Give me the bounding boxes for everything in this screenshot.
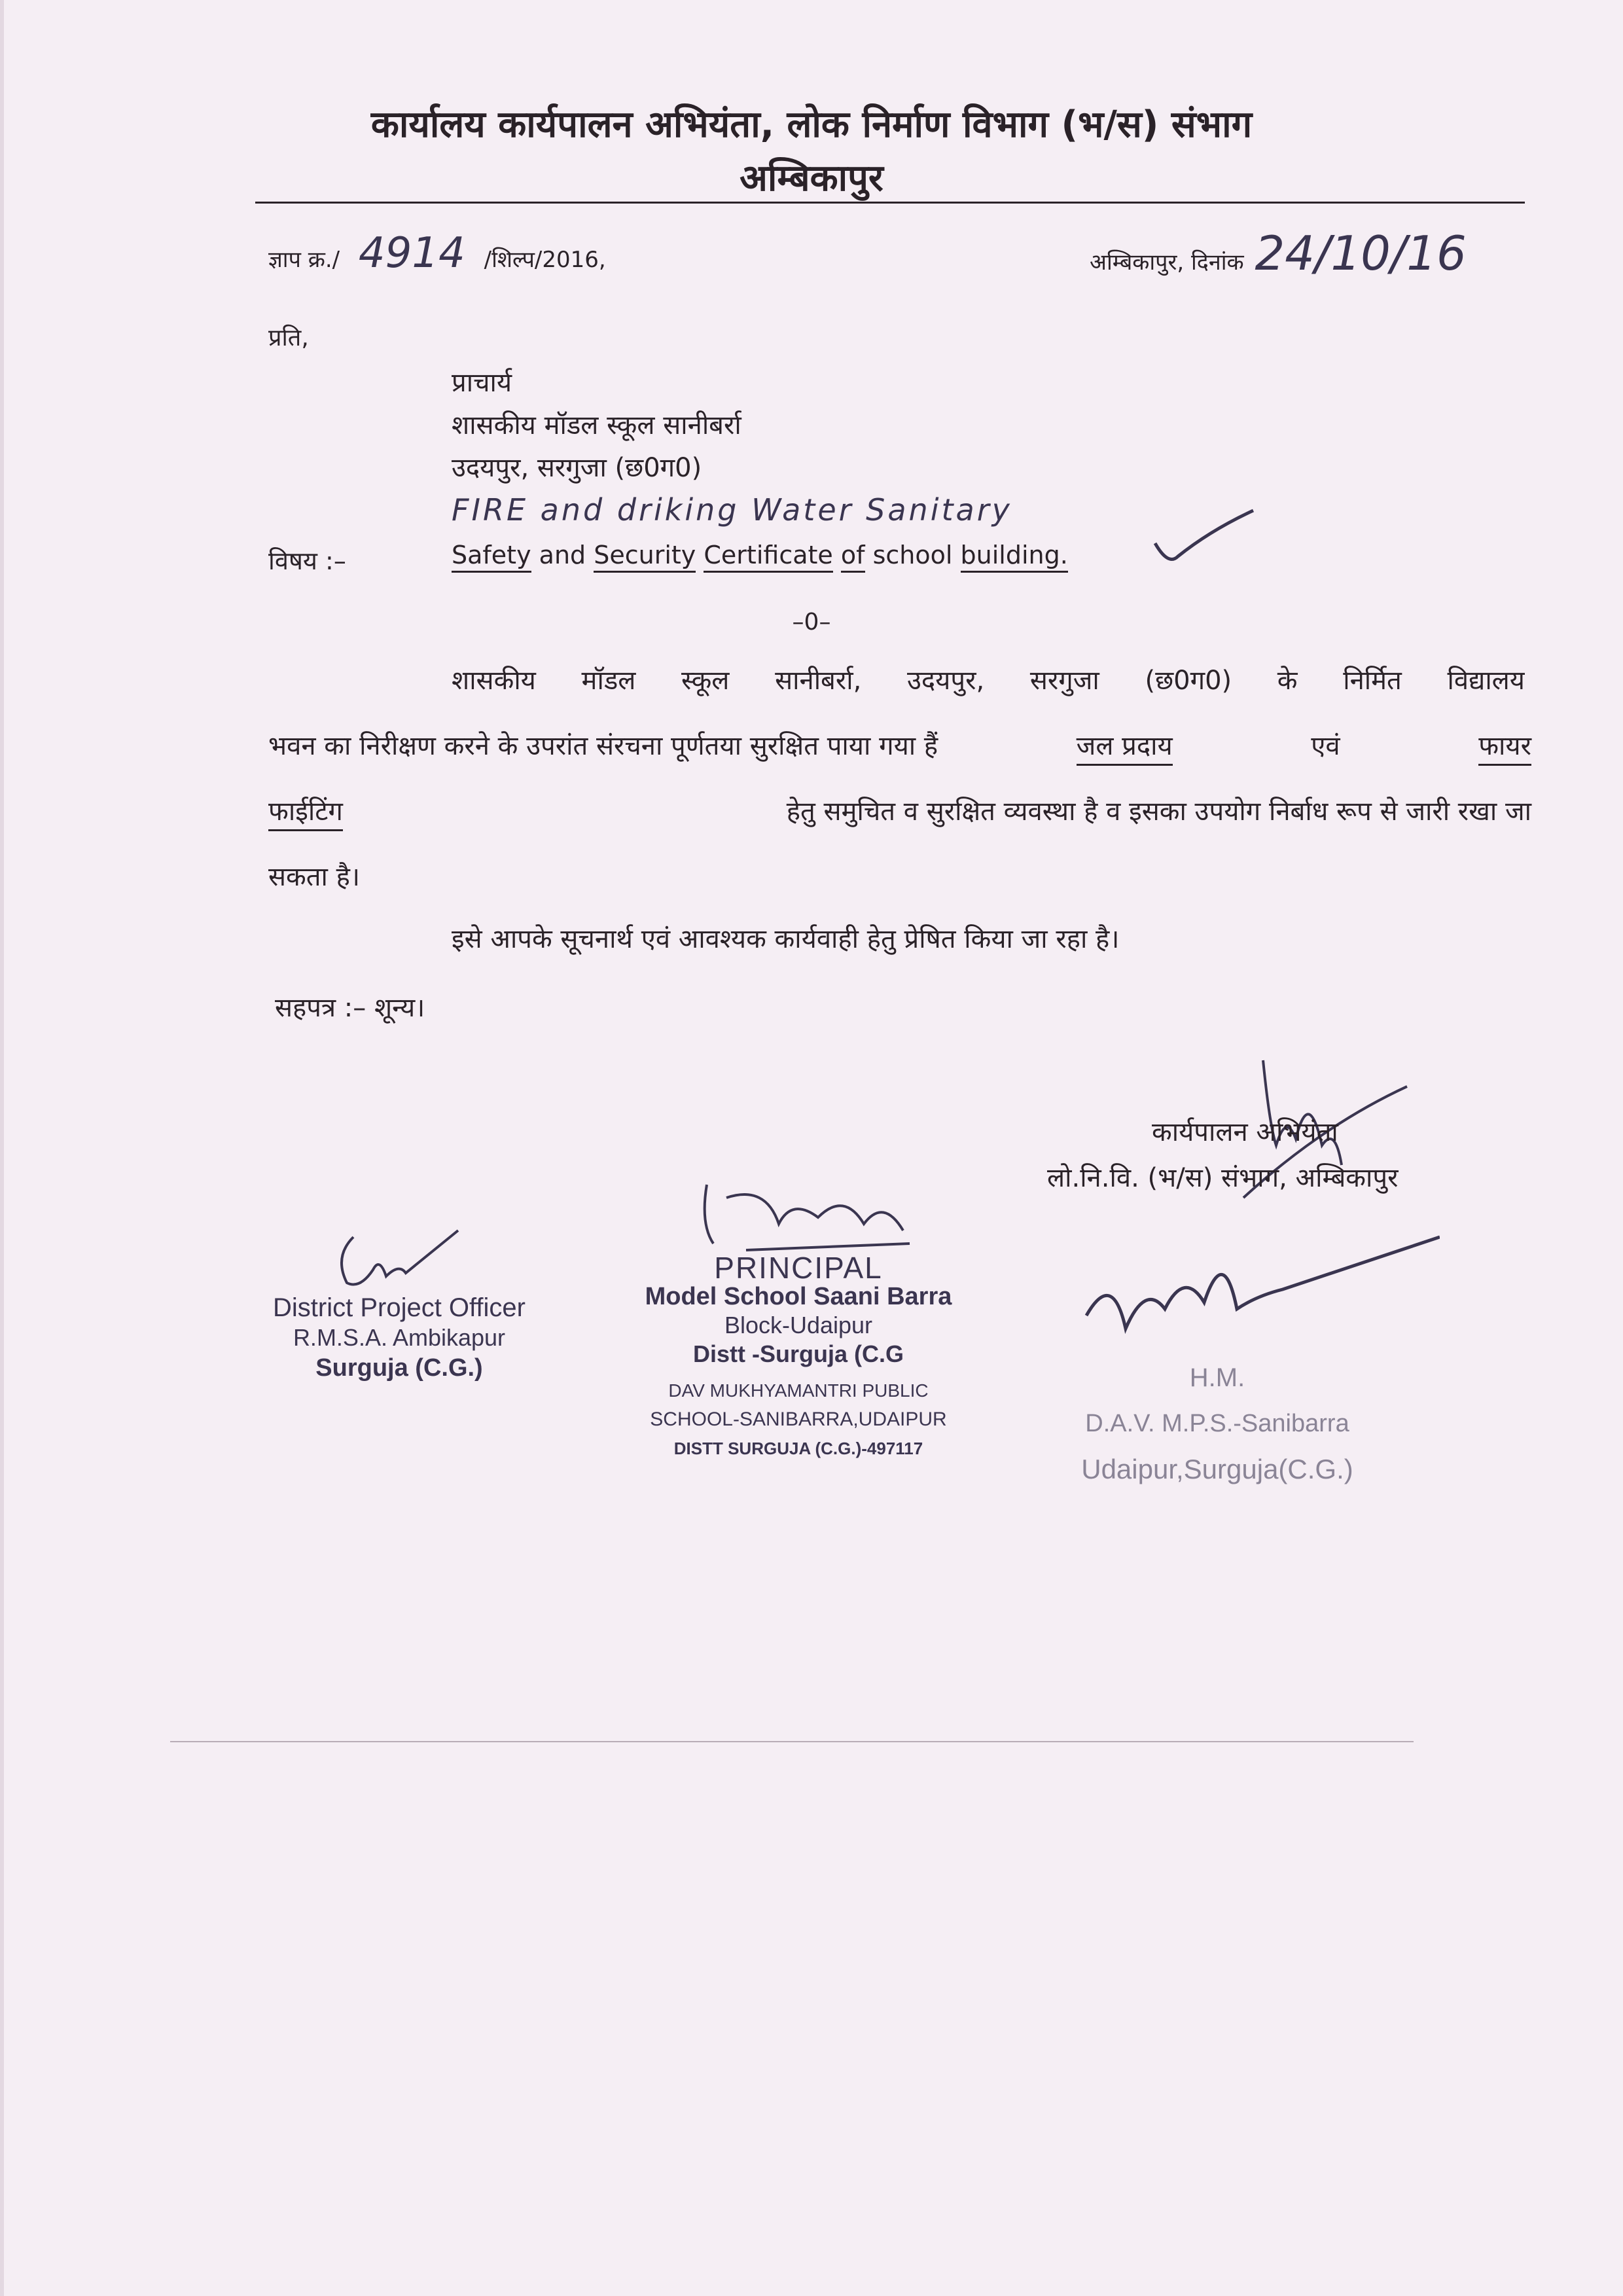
- signatory-office: लो.नि.वि. (भ/स) संभाग, अम्बिकापुर: [1047, 1163, 1399, 1193]
- fire-text: फायर: [1478, 726, 1531, 766]
- body-paragraph-2: इसे आपके सूचनार्थ एवं आवश्यक कार्यवाही हेतु प्रेषित किया जा रहा है।: [452, 924, 1120, 954]
- place-date-prefix: अम्बिकापुर, दिनांक: [1090, 249, 1244, 276]
- stamp-center-line-5: DAV MUKHYAMANTRI PUBLIC: [668, 1380, 929, 1401]
- subject-word-safety: Safety: [452, 541, 531, 573]
- stamp-center-line-4: Distt -Surguja (C.G: [693, 1340, 904, 1367]
- body-line-1: शासकीय मॉडल स्कूल सानीबर्रा, उदयपुर, सरगुजा (छ0ग0) के निर्मित विद्यालय: [452, 666, 1525, 696]
- place-date: [1090, 226, 1467, 281]
- fold-line: [170, 1741, 1414, 1742]
- water-supply-text: जल प्रदाय: [1077, 726, 1173, 766]
- recipient-school: शासकीय मॉडल स्कूल सानीबर्रा: [452, 410, 741, 440]
- subject-word-and: and: [539, 541, 586, 569]
- stamp-center-line-6: SCHOOL-SANIBARRA,UDAIPUR: [650, 1408, 947, 1430]
- subject-word-certificate: Certificate: [704, 541, 832, 573]
- office-heading: कार्यालय कार्यपालन अभियंता, लोक निर्माण विभाग (भ/स) संभाग: [370, 103, 1253, 146]
- headmaster-signature: [1073, 1230, 1440, 1361]
- separator: –0–: [792, 609, 831, 636]
- body-line-2-and: एवं: [1311, 731, 1340, 761]
- stamp-center-line-1: PRINCIPAL: [714, 1251, 883, 1285]
- stamp-right-line-3: Udaipur,Surguja(C.G.): [1081, 1454, 1353, 1484]
- subject-word-building: building.: [961, 541, 1068, 573]
- body-line-2-text: भवन का निरीक्षण करने के उपरांत संरचना पूर्णतया सुरक्षित पाया गया हैं: [268, 731, 938, 761]
- recipient-title: प्राचार्य: [452, 368, 512, 398]
- stamp-center-line-3: Block-Udaipur: [724, 1312, 873, 1338]
- to-label: प्रति,: [268, 325, 309, 351]
- signatory-title: कार्यपालन अभियंता: [1152, 1117, 1338, 1147]
- stamp-right-line-1: H.M.: [1189, 1363, 1245, 1392]
- handwritten-date: 24/10/16: [1255, 226, 1467, 281]
- stamp-center-line-2: Model School Saani Barra: [645, 1283, 952, 1310]
- office-city: अम्बिकापुर: [740, 157, 883, 200]
- stamp-principal: [602, 1253, 995, 1463]
- stamp-right-line-2: D.A.V. M.P.S.-Sanibarra: [1085, 1410, 1349, 1437]
- stamp-left-line-1: District Project Officer: [273, 1293, 526, 1322]
- memo-number: 4914: [358, 229, 465, 278]
- memo-suffix: /शिल्प/2016,: [484, 247, 606, 273]
- memo-reference: [268, 229, 606, 278]
- body-line-4: सकता है।: [268, 862, 361, 892]
- subject-handwritten: FIRE and driking Water Sanitary: [452, 492, 1012, 528]
- body-line-3-text: हेतु समुचित व सुरक्षित व्यवस्था है व इसका उपयोग निर्बाध रूप से जारी रखा जा: [786, 797, 1531, 827]
- subject-text: [452, 541, 1068, 569]
- subject-label: विषय :–: [268, 547, 346, 575]
- fighting-text: फाईटिंग: [268, 792, 343, 831]
- memo-prefix: ज्ञाप क्र./: [268, 247, 340, 273]
- recipient-address: उदयपुर, सरगुजा (छ0ग0): [452, 453, 702, 483]
- stamp-district-officer: [229, 1293, 569, 1383]
- header-rule: [255, 202, 1525, 204]
- stamp-left-line-2: R.M.S.A. Ambikapur: [293, 1324, 506, 1351]
- stamp-center-line-7: DISTT SURGUJA (C.G.)-497117: [673, 1439, 923, 1458]
- body-line-3: [268, 792, 1531, 831]
- subject-word-security: Security: [594, 541, 696, 573]
- body-line-2: [268, 726, 1531, 766]
- subject-word-of: of: [841, 541, 865, 573]
- stamp-headmaster: [1034, 1355, 1400, 1492]
- subject-word-school: school: [872, 541, 953, 569]
- enclosure-line: सहपत्र :– शून्य।: [275, 993, 425, 1023]
- check-mark-icon: [1152, 504, 1257, 569]
- stamp-left-line-3: Surguja (C.G.): [315, 1354, 483, 1382]
- district-officer-signature: [327, 1217, 471, 1302]
